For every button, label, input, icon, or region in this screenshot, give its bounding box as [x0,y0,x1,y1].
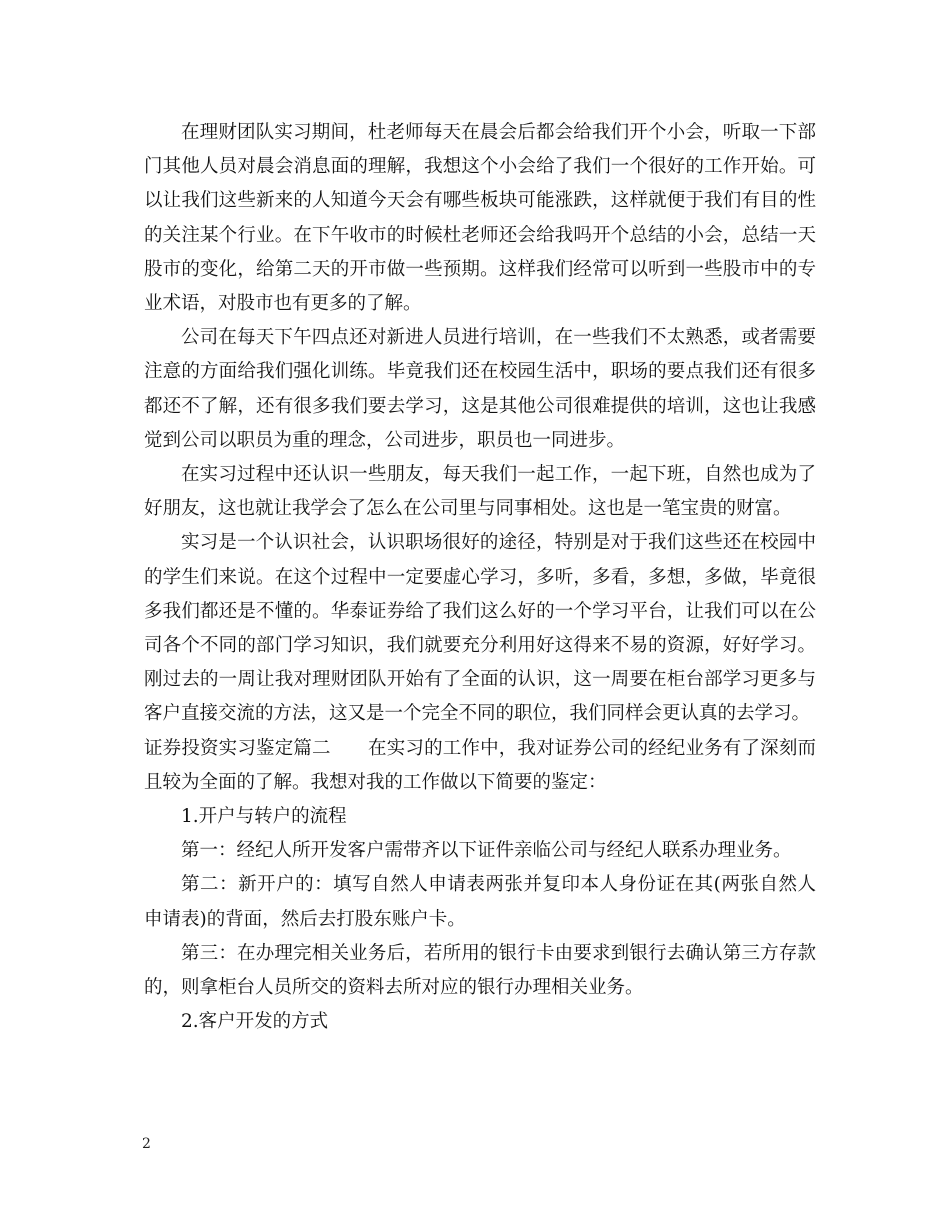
list-item-step-two: 第二：新开户的：填写自然人申请表两张并复印本人身份证在其(两张自然人申请表)的背面，然后去打股东账户卡。 [144,874,816,930]
paragraph-friends: 在实习过程中还认识一些朋友，每天我们一起工作，一起下班，自然也成为了好朋友，这也就让我学会了怎么在公司里与同事相处。这也是一笔宝贵的财富。 [144,464,816,520]
paragraph-intern-meetings: 在理财团队实习期间，杜老师每天在晨会后都会给我们开个小会，听取一下部门其他人员对晨会消息面的理解，我想这个小会给了我们一个很好的工作开始。可以让我们这些新来的人知道今天会有哪些板块可能涨跌，这样就便于我们有目的性的关注某个行业。在下午收市的时候杜老师还会给我吗开个总结的小会，总结一天股市的变化，给第二天的开市做一些预期。这样我们经常可以听到一些股市中的专业术语，对股市也有更多的了解。 [144,122,816,315]
page-number: 2 [142,1136,151,1152]
document-body [144,116,816,1039]
list-heading-client-development: 2.客户开发的方式 [181,1011,329,1033]
list-heading-account-opening: 1.开户与转户的流程 [181,806,347,828]
list-item-step-one: 第一：经纪人所开发客户需带齐以下证件亲临公司与经纪人联系办理业务。 [181,840,792,862]
paragraph-section-two-intro: 证券投资实习鉴定篇二 在实习的工作中，我对证券公司的经纪业务有了深刻而且较为全面的了解。我想对我的工作做以下简要的鉴定： [144,737,816,793]
paragraph-training: 公司在每天下午四点还对新进人员进行培训，在一些我们不太熟悉，或者需要注意的方面给我们强化训练。毕竟我们还在校园生活中，职场的要点我们还有很多都还不了解，还有很多我们要去学习，这是其他公司很难提供的培训，这也让我感觉到公司以职员为重的理念，公司进步，职员也一同进步。 [144,327,816,451]
list-item-step-three: 第三：在办理完相关业务后，若所用的银行卡由要求到银行去确认第三方存款的，则拿柜台人员所交的资料去所对应的银行办理相关业务。 [144,942,816,999]
paragraph-internship-reflection: 实习是一个认识社会，认识职场很好的途径，特别是对于我们这些还在校园中的学生们来说。在这个过程中一定要虚心学习，多听，多看，多想，多做，毕竟很多我们都还是不懂的。华泰证券给了我们这么好的一个学习平台，让我们可以在公司各个不同的部门学习知识，我们就要充分利用好这得来不易的资源，好好学习。刚过去的一周让我对理财团队开始有了全面的认识，这一周要在柜台部学习更多与客户直接交流的方法，这又是一个完全不同的职位，我们同样会更认真的去学习。 [144,532,816,725]
